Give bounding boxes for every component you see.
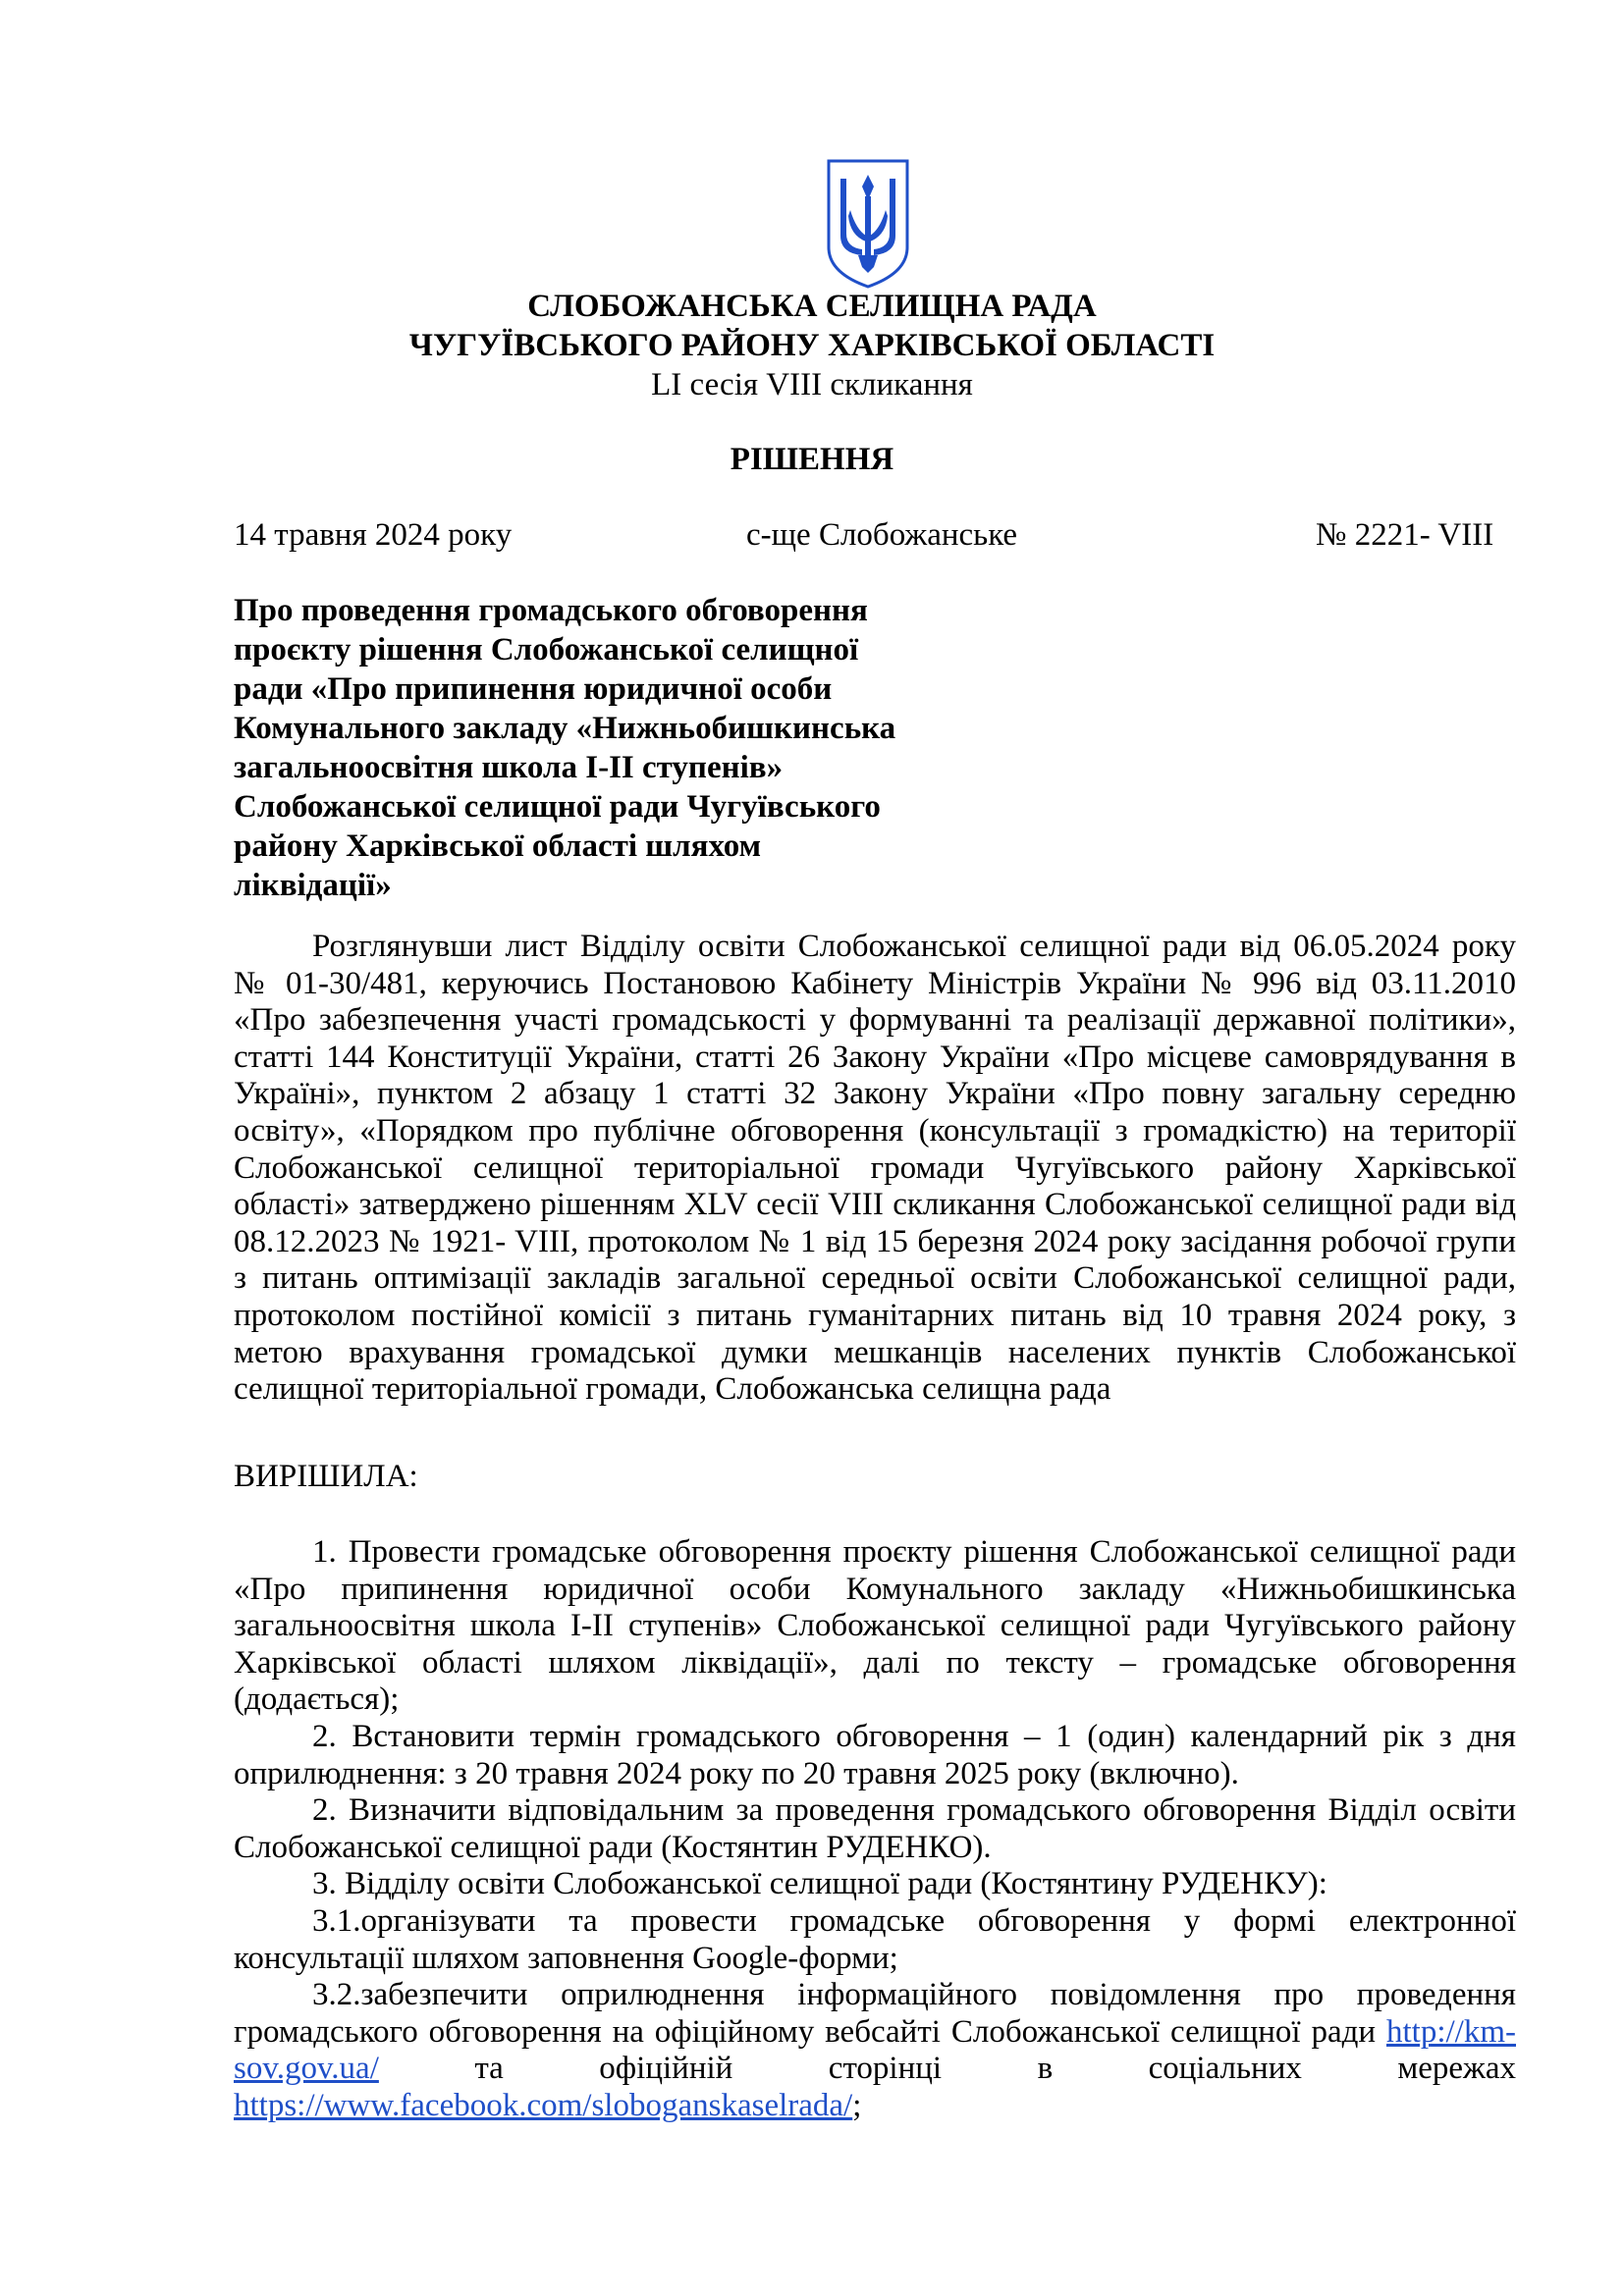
council-name: СЛОБОЖАНСЬКА СЕЛИЩНА РАДА	[527, 289, 1097, 324]
text-line: 08.12.2023 № 1921- VIII, протоколом № 1 від 15 березня 2024 року засідання робочої групи	[234, 1223, 1516, 1259]
item-line: оприлюднення: з 20 травня 2024 року по 20 травня 2025 року (включно).	[234, 1755, 1239, 1791]
resolved-heading: ВИРІШИЛА:	[234, 1459, 418, 1494]
subject-line: проєкту рішення Слобожанської селищної	[234, 632, 859, 667]
district-name: ЧУГУЇВСЬКОГО РАЙОНУ ХАРКІВСЬКОЇ ОБЛАСТІ	[408, 328, 1216, 363]
text-line: з питань оптимізації закладів загальної середньої освіти Слобожанської селищної ради,	[234, 1260, 1516, 1297]
subject-line: Слобожанської селищної ради Чугуївського	[234, 789, 881, 825]
subject-line: району Харківської області шляхом	[234, 828, 762, 864]
text-line: № 01-30/481, керуючись Постановою Кабінету Міністрів України № 996 від 03.11.2010	[234, 965, 1516, 1001]
item-line: 1. Провести громадське обговорення проєкту рішення Слобожанської селищної ради	[312, 1534, 1516, 1570]
item-line: 3.1.організувати та провести громадське обговорення у формі електронної	[312, 1902, 1516, 1939]
website-link-continuation[interactable]: sov.gov.ua/	[234, 2051, 379, 2087]
word: та	[474, 2051, 504, 2087]
word: офіційній	[599, 2051, 733, 2087]
text-line: Слобожанської селищної територіальної громади Чугуївського району Харківської	[234, 1149, 1516, 1186]
text-line: метою врахування громадської думки мешканців населених пунктів Слобожанської	[234, 1334, 1516, 1370]
subject-line: ради «Про припинення юридичної особи	[234, 671, 833, 707]
item-text: громадського обговорення на офіційному вебсайті Слобожанської селищної ради	[234, 2013, 1377, 2050]
trident-emblem-icon	[823, 157, 913, 291]
item-line: (додається);	[234, 1682, 400, 1718]
text-line: статті 144 Конституції України, статті 26 Закону України «Про місцеве самоврядування в	[234, 1039, 1516, 1075]
decision-items	[234, 1534, 1516, 2125]
text-line: протоколом постійної комісії з питань гуманітарних питань від 10 травня 2024 року, з	[234, 1297, 1516, 1333]
item-line: загальноосвітня школа І-ІІ ступенів» Слобожанської селищної ради Чугуївського району	[234, 1608, 1516, 1644]
item-line	[234, 2014, 1516, 2052]
text-line: селищної територіальної громади, Слобожанська селищна рада	[234, 1371, 1111, 1408]
punctuation: ;	[852, 2087, 862, 2123]
text-line: освіту», «Порядком про публічне обговорення (консультації з громадкістю) на території	[234, 1112, 1516, 1148]
subject-line: ліквідації»	[234, 868, 392, 903]
decision-date: 14 травня 2024 року	[234, 517, 513, 553]
decision-place: с-ще Слобожанське	[746, 517, 1018, 553]
item-line: 3.2.забезпечити оприлюднення інформаційного повідомлення про проведення	[312, 1977, 1516, 2013]
word: мережах	[1397, 2051, 1516, 2087]
subject-line: Про проведення громадського обговорення	[234, 593, 868, 628]
text-line: області» затверджено рішенням XLV сесії VIII скликання Слобожанської селищної ради від	[234, 1187, 1516, 1223]
item-line: 2. Встановити термін громадського обговорення – 1 (один) календарний рік з дня	[312, 1718, 1516, 1754]
decision-subject	[234, 591, 941, 905]
website-link[interactable]: http://km-	[1386, 2013, 1516, 2050]
subject-line: загальноосвітня школа І-ІІ ступенів»	[234, 750, 784, 785]
item-line	[234, 2088, 1516, 2125]
session-info: LI сесія VIII скликання	[651, 367, 973, 402]
item-line: «Про припинення юридичної особи Комунального закладу «Нижньобишкинська	[234, 1571, 1516, 1607]
preamble-paragraph	[234, 929, 1516, 1409]
word: в	[1037, 2051, 1054, 2087]
item-line: 2. Визначити відповідальним за проведення громадського обговорення Відділ освіти	[312, 1792, 1516, 1829]
word: сторінці	[828, 2051, 943, 2087]
text-line: Україні», пунктом 2 абзацу 1 статті 32 Закону України «Про повну загальну середню	[234, 1076, 1516, 1112]
subject-line: Комунального закладу «Нижньобишкинська	[234, 711, 896, 746]
facebook-link[interactable]: https://www.facebook.com/sloboganskaselrada/	[234, 2087, 853, 2123]
decision-number: № 2221- VIII	[1316, 517, 1494, 553]
item-line: Харківської області шляхом ліквідації», далі по тексту – громадське обговорення	[234, 1644, 1516, 1681]
word: соціальних	[1148, 2051, 1302, 2087]
item-line: 3. Відділу освіти Слобожанської селищної ради (Костянтину РУДЕНКУ):	[312, 1866, 1327, 1902]
text-line: «Про забезпечення участі громадськості у формуванні та реалізації державної політики»,	[234, 1002, 1516, 1039]
item-line: консультації шляхом заповнення Google-форми;	[234, 1940, 898, 1976]
document-type: РІШЕННЯ	[730, 442, 894, 477]
item-line	[234, 2051, 1516, 2088]
item-line: Слобожанської селищної ради (Костянтин РУДЕНКО).	[234, 1829, 992, 1865]
text-line: Розглянувши лист Відділу освіти Слобожанської селищної ради від 06.05.2024 року	[312, 929, 1516, 964]
